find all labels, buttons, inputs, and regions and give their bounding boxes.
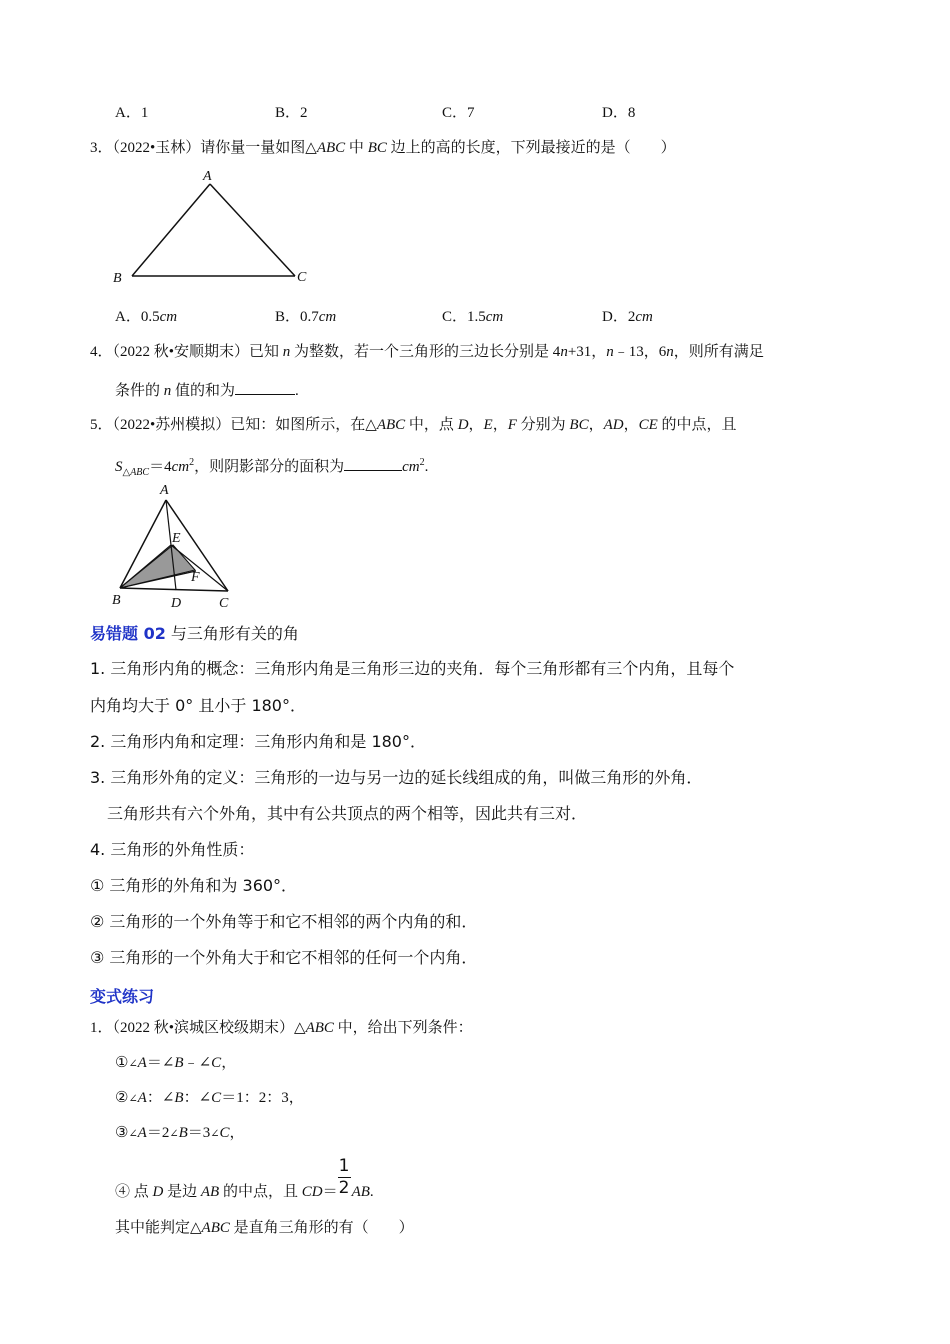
section-line-4: 3. 三角形外角的定义：三角形的一边与另一边的延长线组成的角，叫做三角形的外角． — [90, 768, 703, 787]
q3-text-a: 请你量一量如图△ — [200, 140, 317, 156]
q3-abc: ABC — [316, 140, 346, 156]
q5-question-line2: $S_{\triangle ABC}=4cm^2$，则阴影部分的面积为 $cm^2$. — [115, 457, 429, 478]
q5-label-f: F — [191, 570, 200, 585]
section-tag: 易错题 02 — [90, 624, 166, 643]
section-line-7: ① 三角形的外角和为 360°． — [90, 876, 298, 895]
q4-question-line1: 4．（2022 秋•安顺期末）已知 n 为整数，若一个三角形的三边长分别是 4n+31，n﹣13，6n，则所有满足 — [90, 344, 764, 360]
practice-q1-condition-1: ①∠A＝∠B﹣∠C， — [115, 1055, 237, 1071]
q3-question — [90, 138, 676, 158]
q4-question-line2: 条件的 n 值的和为 . — [115, 380, 299, 401]
practice-q1-condition-2: ②∠A：∠B：∠C＝1：2：3， — [115, 1090, 304, 1106]
q2-option-b: B．2 — [275, 105, 308, 121]
practice-q1-condition-3: ③∠A＝2∠B＝3∠C， — [115, 1125, 245, 1141]
q4-answer-blank[interactable] — [235, 380, 295, 395]
q3-option-b: B．0.7cm — [275, 309, 337, 325]
q3-label-c: C — [297, 270, 307, 285]
q3-source: （2022•玉林） — [112, 140, 201, 156]
q3-triangle-figure — [108, 165, 318, 290]
q5-triangle-figure — [108, 480, 238, 612]
q3-number: 3． — [90, 140, 113, 156]
practice-q1-question: 1．（2022 秋•滨城区校级期末）△ABC 中，给出下列条件： — [90, 1020, 473, 1036]
section-heading — [90, 621, 299, 644]
q5-label-b: B — [112, 593, 121, 608]
q2-option-c: C．7 — [442, 105, 475, 121]
practice-q1-condition-4: ④ 点 D 是边 AB 的中点，且 CD＝ $\frac{1}{2}$ AB. — [115, 1156, 374, 1200]
section-line-8: ② 三角形的一个外角等于和它不相邻的两个内角的和． — [90, 912, 478, 931]
q3-text-c: 边上的高的长度，下列最接近的是（ ） — [386, 140, 676, 156]
q5-question-line1: 5．（2022•苏州模拟）已知：如图所示，在△ABC 中，点 D，E，F 分别为 BC，AD，CE 的中点，且 — [90, 417, 737, 433]
section-title: 与三角形有关的角 — [165, 624, 299, 643]
q3-option-d: D．2cm — [602, 309, 653, 325]
q3-edge-ab — [132, 184, 210, 276]
section-line-6: 4. 三角形的外角性质： — [90, 840, 255, 859]
section-line-3: 2. 三角形内角和定理：三角形内角和是 180°． — [90, 732, 426, 751]
q3-label-a: A — [203, 169, 212, 184]
q5-edge-bc — [120, 588, 228, 591]
section-line-5: 三角形共有六个外角，其中有公共顶点的两个相等，因此共有三对． — [107, 804, 588, 823]
fraction-one-half: $\frac{1}{2}$ — [338, 1156, 350, 1198]
q3-label-b: B — [113, 271, 122, 286]
q3-edge-ac — [210, 184, 295, 276]
q3-text-b: 中 — [345, 140, 368, 156]
q3-option-a: A．0.5cm — [115, 309, 178, 325]
q3-bc: BC — [367, 140, 387, 156]
q2-option-d: D．8 — [602, 105, 636, 121]
section-line-1: 1. 三角形内角的概念：三角形内角是三角形三边的夹角．每个三角形都有三个内角，且每个 — [90, 659, 735, 678]
practice-q1-prompt: 其中能判定△ABC 是直角三角形的有（ ） — [115, 1220, 414, 1236]
section-line-2: 内角均大于 0° 且小于 180°． — [90, 696, 306, 715]
q5-label-d: D — [171, 596, 182, 611]
q5-label-e: E — [172, 531, 181, 546]
q5-answer-blank[interactable] — [344, 456, 402, 471]
practice-title: 变式练习 — [90, 987, 155, 1006]
q3-option-c: C．1.5cm — [442, 309, 504, 325]
q5-label-c: C — [219, 596, 229, 611]
q5-label-a: A — [160, 483, 169, 498]
q2-option-a: A．1 — [115, 105, 149, 121]
section-line-9: ③ 三角形的一个外角大于和它不相邻的任何一个内角． — [90, 948, 478, 967]
